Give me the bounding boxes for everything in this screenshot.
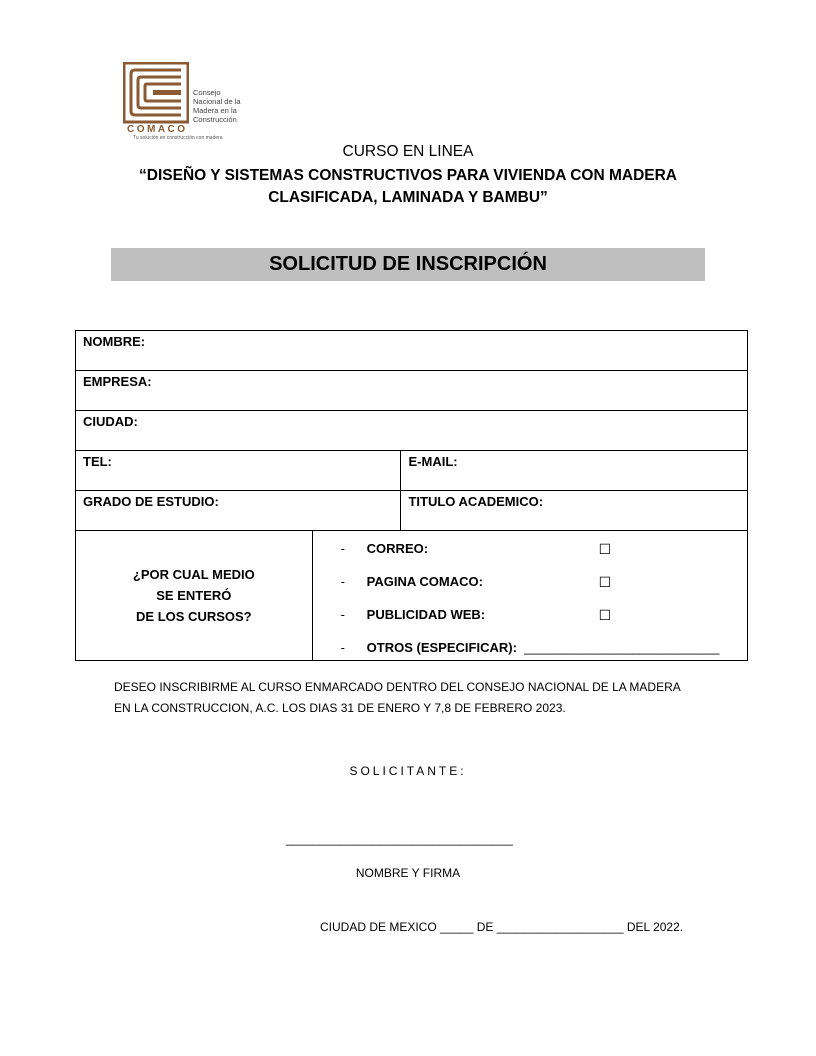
titulo-academico-field[interactable]: TITULO ACADEMICO: <box>401 491 748 531</box>
checkbox-icon[interactable]: ☐ <box>598 541 612 557</box>
option-label: CORREO: <box>366 541 429 556</box>
course-title <box>0 165 816 209</box>
course-type: CURSO EN LINEA <box>342 143 474 160</box>
checkbox-icon[interactable]: ☐ <box>598 574 612 590</box>
option-dash: - <box>340 607 346 622</box>
checkbox-icon[interactable]: ☐ <box>598 607 612 623</box>
nombre-field[interactable]: NOMBRE: <box>76 331 748 371</box>
email-field[interactable]: E-MAIL: <box>401 451 748 491</box>
declaration-line: EN LA CONSTRUCCION, A.C. LOS DIAS 31 DE ENERO Y 7,8 DE FEBRERO 2023. <box>114 701 566 715</box>
option-dash: - <box>340 541 346 556</box>
comaco-logo <box>123 62 263 144</box>
declaration-text <box>114 677 754 719</box>
comaco-emblem-icon <box>123 62 189 124</box>
option-pagina-comaco[interactable] <box>341 570 747 603</box>
signature-caption: NOMBRE Y FIRMA <box>355 866 461 880</box>
date-line[interactable]: CIUDAD DE MEXICO _____ DE ___________________ DEL 2022. <box>320 920 684 934</box>
form-title-banner: SOLICITUD DE INSCRIPCIÓN <box>111 248 705 281</box>
logo-tagline: Tu solución en construcción con madera <box>133 135 223 141</box>
referral-question <box>76 531 313 661</box>
declaration-line: DESEO INSCRIBIRME AL CURSO ENMARCADO DENTRO DEL CONSEJO NACIONAL DE LA MADERA <box>114 680 681 694</box>
logo-text-line: Construcción <box>193 115 237 124</box>
ciudad-field[interactable]: CIUDAD: <box>76 411 748 451</box>
solicitante-label: SOLICITANTE: <box>349 764 467 778</box>
option-otros[interactable] <box>341 636 747 660</box>
referral-options <box>312 531 747 661</box>
logo-text-line: Consejo <box>193 88 221 97</box>
option-dash: - <box>340 640 346 655</box>
otros-specify-line[interactable]: ___________________________ <box>524 640 720 655</box>
option-correo[interactable] <box>341 537 747 570</box>
option-label: PUBLICIDAD WEB: <box>366 607 486 622</box>
referral-question-line: SE ENTERÓ <box>156 588 232 603</box>
referral-question-line: DE LOS CURSOS? <box>136 609 252 624</box>
option-label-group <box>367 636 720 660</box>
grado-estudio-field[interactable]: GRADO DE ESTUDIO: <box>76 491 401 531</box>
option-publicidad-web[interactable] <box>341 603 747 636</box>
course-title-line: “DISEÑO Y SISTEMAS CONSTRUCTIVOS PARA VIVIENDA CON MADERA <box>139 167 677 184</box>
option-label: PAGINA COMACO: <box>366 574 483 589</box>
option-label: OTROS (ESPECIFICAR): <box>366 640 517 655</box>
option-dash: - <box>340 574 346 589</box>
referral-question-line: ¿POR CUAL MEDIO <box>132 567 255 582</box>
empresa-field[interactable]: EMPRESA: <box>76 371 748 411</box>
logo-brand: COMACO <box>127 124 188 135</box>
signature-line[interactable]: __________________________________ <box>286 832 513 846</box>
course-title-line: CLASIFICADA, LAMINADA Y BAMBU” <box>268 189 548 206</box>
registration-form-table <box>75 330 748 661</box>
logo-text-line: Nacional de la <box>193 97 241 106</box>
logo-text-line: Madera en la <box>193 106 237 115</box>
tel-field[interactable]: TEL: <box>76 451 401 491</box>
